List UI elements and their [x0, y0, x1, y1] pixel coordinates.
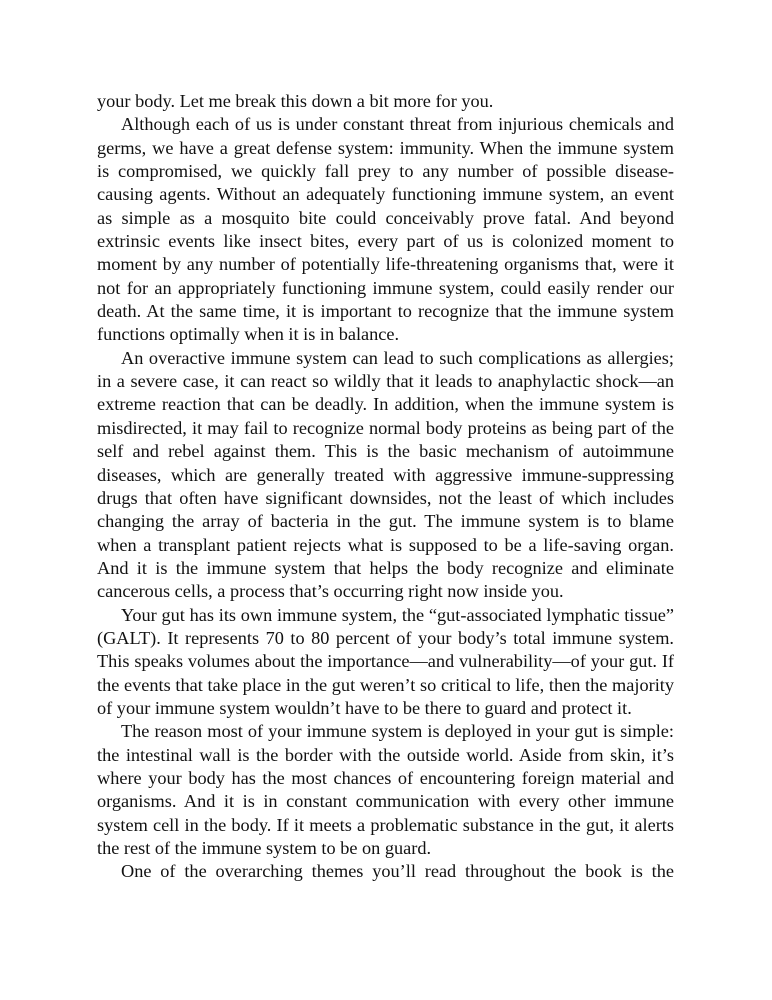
- paragraph-gut-immune-system: Your gut has its own immune system, the “gut-associated lymphatic tissue” (GALT). It represents 70 to 80 percent of your body’s total immune system. This speaks volumes about the importance—and vulnerability—of your gut. If the events that take place in the gut weren’t so critical to life, then the majority of your immune system wouldn’t have to be there to guard and protect it.: [97, 604, 674, 718]
- paragraph-overarching-themes: One of the overarching themes you’ll read throughout the book is the: [121, 861, 674, 882]
- paragraph-continuation: your body. Let me break this down a bit more for you.: [97, 91, 494, 111]
- paragraph-intestinal-wall: The reason most of your immune system is deployed in your gut is simple: the intestinal wall is the border with the outside world. Aside from skin, it’s where your body has the most chances of encountering foreign material and organisms. And it is in constant communication with every other immune system cell in the body. If it meets a problematic substance in the gut, it alerts the rest of the immune system to be on guard.: [97, 721, 674, 858]
- book-page-body: [97, 90, 674, 884]
- paragraph-overactive-immune-system: An overactive immune system can lead to such complications as allergies; in a severe case, it can react so wildly that it leads to anaphylactic shock—an extreme reaction that can be deadly. In addition, when the immune system is misdirected, it may fail to recognize normal body proteins as being part of the self and rebel against them. This is the basic mechanism of autoimmune diseases, which are generally treated with aggressive immune-suppressing drugs that often have significant downsides, not the least of which includes changing the array of bacteria in the gut. The immune system is to blame when a transplant patient rejects what is supposed to be a life-saving organ. And it is the immune system that helps the body recognize and eliminate cancerous cells, a process that’s occurring right now inside you.: [97, 347, 674, 602]
- paragraph-immunity-defense: Although each of us is under constant threat from injurious chemicals and germs, we have a great defense system: immunity. When the immune system is compromised, we quickly fall prey to any number of possible disease-causing agents. Without an adequately functioning immune system, an event as simple as a mosquito bite could conceivably prove fatal. And beyond extrinsic events like insect bites, every part of us is colonized moment to moment by any number of potentially life-threatening organisms that, were it not for an appropriately functioning immune system, could easily render our death. At the same time, it is important to recognize that the immune system functions optimally when it is in balance.: [97, 114, 674, 345]
